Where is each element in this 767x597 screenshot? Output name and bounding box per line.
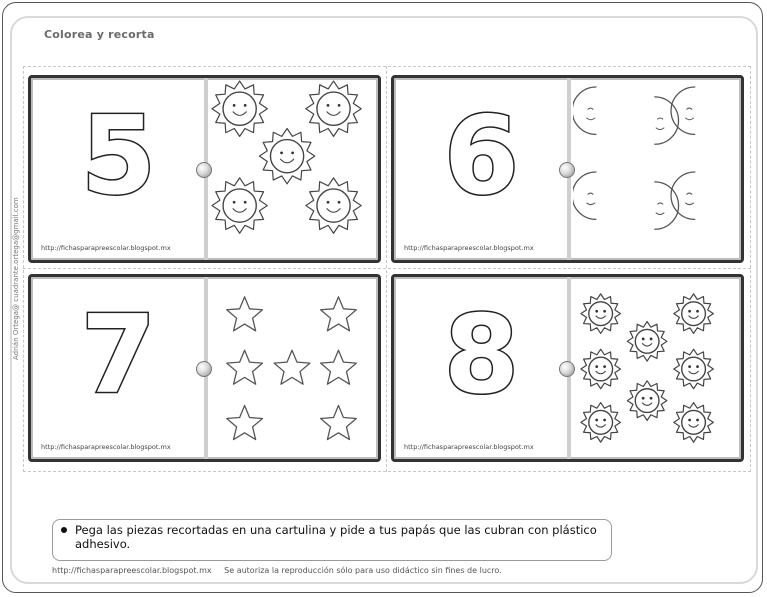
card-url: http://fichasparapreescolar.blogspot.mx [41, 244, 171, 252]
picture-half [210, 277, 378, 459]
card-url: http://fichasparapreescolar.blogspot.mx [404, 244, 534, 252]
star-icon [321, 350, 357, 384]
star-icon [321, 406, 357, 440]
star-icon [227, 406, 263, 440]
picture-half [573, 277, 741, 459]
number-half [31, 277, 206, 459]
moon-icon [573, 172, 596, 219]
picture-group [573, 78, 741, 260]
sun-icon [259, 128, 314, 183]
connector-bead [559, 361, 575, 377]
sun-icon [581, 349, 621, 389]
sun-icon [306, 81, 361, 136]
card-number: 6 [443, 94, 520, 219]
sun-icon [212, 81, 267, 136]
connector-bead [559, 162, 575, 178]
cut-guide-vertical [386, 66, 387, 472]
domino-card-7[interactable] [28, 274, 381, 462]
moon-icon [671, 172, 695, 219]
card-number: 8 [443, 293, 520, 418]
picture-group [210, 277, 378, 459]
moon-icon [655, 97, 679, 144]
sun-icon [674, 349, 714, 389]
worksheet-title: Colorea y recorta [44, 28, 155, 41]
footer-url: http://fichasparapreescolar.blogspot.mx [52, 566, 212, 575]
picture-half [210, 78, 378, 260]
picture-half [573, 78, 741, 260]
sun-icon [674, 294, 714, 334]
footer [52, 566, 502, 575]
sun-icon [581, 403, 621, 443]
star-icon [227, 297, 263, 331]
sun-icon [212, 178, 267, 233]
connector-bead [196, 361, 212, 377]
moon-icon [671, 87, 695, 134]
moon-icon [573, 87, 596, 134]
star-icon [227, 350, 263, 384]
star-icon [321, 297, 357, 331]
card-url: http://fichasparapreescolar.blogspot.mx [41, 443, 171, 451]
sun-icon [674, 403, 714, 443]
connector-bead [196, 162, 212, 178]
picture-group [573, 277, 741, 459]
number-half [31, 78, 206, 260]
card-number: 5 [80, 94, 157, 219]
number-half [394, 277, 569, 459]
sun-icon [306, 178, 361, 233]
star-icon [274, 350, 310, 384]
bullet-icon [61, 527, 67, 533]
domino-card-6[interactable] [391, 75, 744, 263]
domino-card-8[interactable] [391, 274, 744, 462]
card-url: http://fichasparapreescolar.blogspot.mx [404, 443, 534, 451]
domino-card-5[interactable] [28, 75, 381, 263]
instruction-box [52, 519, 612, 561]
instruction-text: Pega las piezas recortadas en una cartulina y pide a tus papás que las cubran con plástico adhesivo. [75, 523, 597, 551]
footer-note: Se autoriza la reproducción sólo para uso didáctico sin fines de lucro. [224, 566, 502, 575]
card-number: 7 [80, 293, 157, 418]
number-half [394, 78, 569, 260]
cut-guide-horizontal [23, 268, 751, 269]
sun-icon [627, 322, 667, 362]
moon-icon [655, 182, 679, 229]
side-credit: Adrián Ortega@ cuadrante.ortega@gmail.com [12, 197, 20, 360]
sun-icon [627, 381, 667, 421]
sun-icon [581, 294, 621, 334]
picture-group [210, 78, 378, 260]
